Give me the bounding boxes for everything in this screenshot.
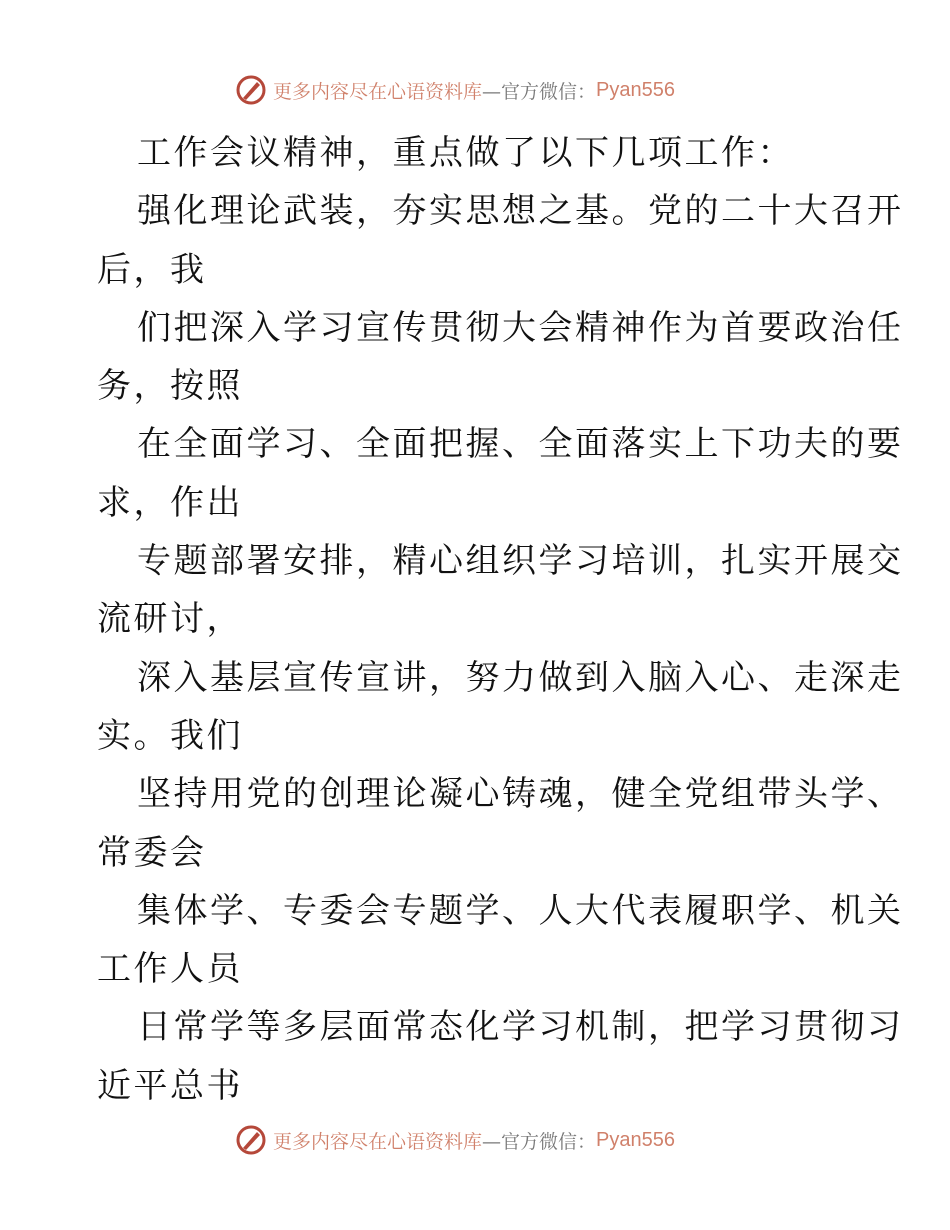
text-line: 专题部署安排，精心组织学习培训，扎实开展交 [137, 541, 904, 582]
text-line: 求，作出 [97, 482, 243, 523]
watermark-wechat: Pyan556 [596, 1128, 675, 1151]
text-line: 流研讨， [97, 599, 243, 640]
watermark-separator: —官方微信： [482, 80, 597, 103]
watermark-site: 更多内容尽在心语资料库 [273, 1130, 483, 1153]
text-line: 在全面学习、全面把握、全面落实上下功夫的要 [137, 424, 904, 465]
pen-logo-icon [235, 1124, 267, 1156]
text-line: 务，按照 [97, 366, 243, 407]
text-line: 工作人员 [97, 949, 243, 990]
watermark-wechat: Pyan556 [596, 78, 675, 101]
text-line: 们把深入学习宣传贯彻大会精神作为首要政治任 [137, 307, 904, 348]
text-line: 强化理论武装，夯实思想之基。党的二十大召开 [137, 191, 904, 232]
text-line: 坚持用党的创理论凝心铸魂，健全党组带头学、 [137, 774, 904, 815]
header-watermark [235, 72, 675, 108]
text-line: 实。我们 [97, 715, 243, 756]
watermark-separator: —官方微信： [482, 1130, 597, 1153]
text-line: 常委会 [97, 832, 207, 873]
text-line: 深入基层宣传宣讲，努力做到入脑入心、走深走 [137, 657, 904, 698]
text-line: 近平总书 [97, 1065, 243, 1106]
text-line: 集体学、专委会专题学、人大代表履职学、机关 [137, 890, 904, 931]
document-body [97, 124, 904, 1115]
pen-logo-icon [235, 74, 267, 106]
footer-watermark [235, 1122, 675, 1158]
watermark-site: 更多内容尽在心语资料库 [273, 80, 483, 103]
text-line: 日常学等多层面常态化学习机制，把学习贯彻习 [137, 1007, 904, 1048]
text-line: 工作会议精神，重点做了以下几项工作： [137, 133, 794, 173]
text-line: 后，我 [97, 249, 207, 290]
